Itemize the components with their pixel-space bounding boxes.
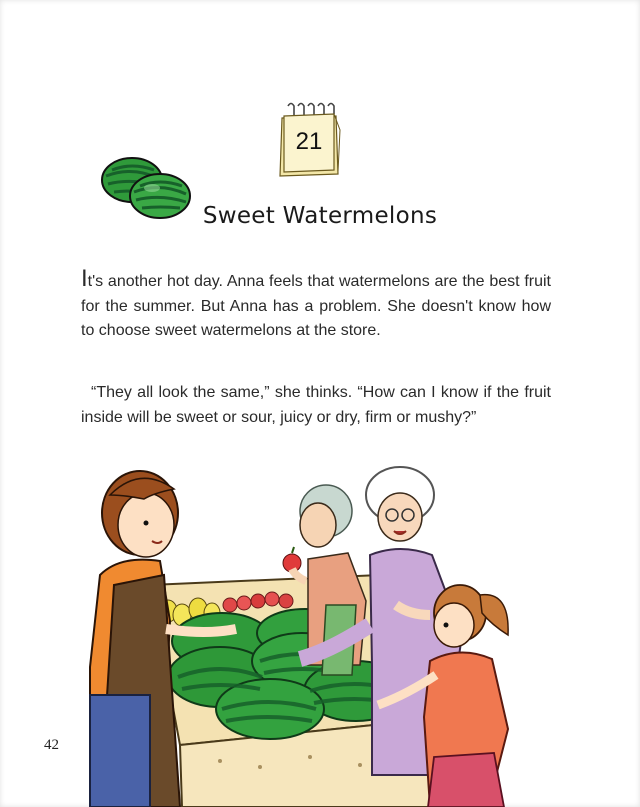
story-title: Sweet Watermelons bbox=[202, 203, 438, 229]
chapter-number: 21 bbox=[295, 128, 323, 155]
page-number: 42 bbox=[44, 737, 59, 753]
drop-cap: I bbox=[81, 265, 88, 292]
paragraph-2: “They all look the same,” she thinks. “How can I know if the fruit inside will be sweet or sour, juicy or dry, firm or mushy?” bbox=[81, 384, 551, 426]
paragraph-1 bbox=[81, 265, 551, 344]
chapter-badge bbox=[276, 100, 342, 180]
paragraph-1-text: t's another hot day. Anna feels that watermelons are the best fruit for the summer. But Anna has a problem. She doesn't know how to choose sweet watermelons at the store. bbox=[81, 273, 551, 339]
market-illustration bbox=[70, 465, 570, 807]
